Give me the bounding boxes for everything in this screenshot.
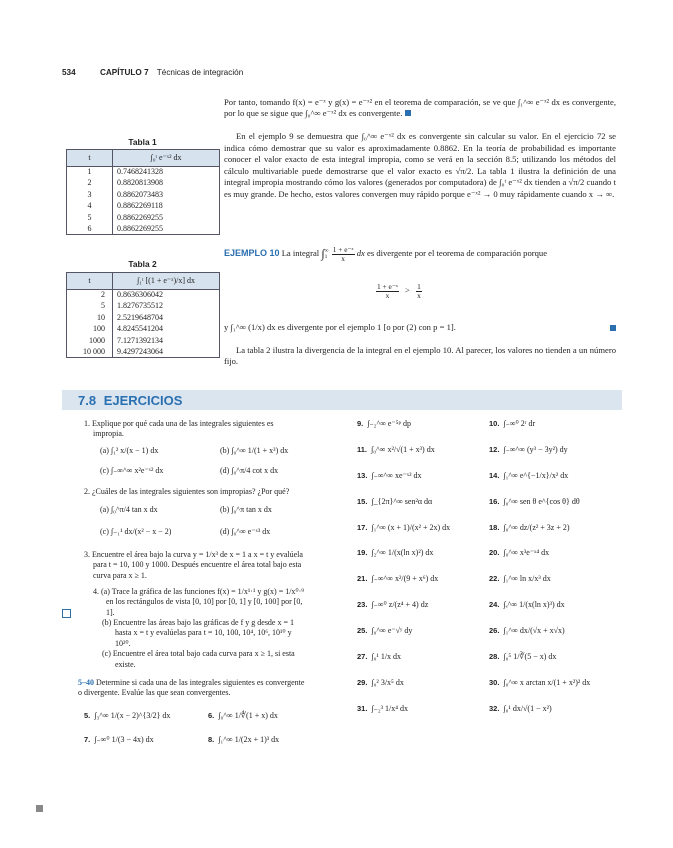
table2-t: 2 [67, 290, 113, 301]
ex-num: 8. [208, 735, 215, 745]
exercise-item [489, 626, 619, 636]
table1-value: 0.8862073483 [113, 189, 220, 200]
example10-inequality [376, 283, 422, 300]
ex-num: 21. [357, 574, 368, 584]
ex-expr: ∫₀² 3/x⁵ dx [371, 677, 404, 687]
chapter-label: CAPÍTULO 7 [99, 68, 149, 77]
exercises-right [357, 419, 619, 714]
exercise-item [357, 471, 489, 481]
ex-num: 6. [208, 710, 215, 720]
exercise-1-items [84, 446, 306, 477]
ex2-a: (a) ∫₀^π/4 tan x dx [100, 504, 158, 514]
ex-num: 10. [489, 419, 500, 428]
exercise-item [357, 548, 489, 558]
table1-t: 2 [67, 178, 113, 189]
ineq-den: x [385, 290, 390, 300]
ex-expr: ∫₁^∞ 1/(2x + 1)³ dx [218, 735, 280, 745]
ex-num: 32. [489, 703, 500, 713]
ex-expr: ∫₀⁵ 1/∛(5 − x) dx [503, 652, 557, 662]
table2-value: 4.8245541204 [113, 324, 220, 335]
section-name: EJERCICIOS [103, 393, 183, 408]
ex-expr: ∫₀^∞ sen θ e^{cos θ} dθ [503, 496, 580, 506]
example10: EJEMPLO 10 La integral ∫ ∞ 1 $\frac{\text{1 + e⁻ˣ}}{x}$ dx es divergente por el teorema de comparación porque [224, 245, 548, 263]
ex-expr: ∫ₑ^∞ 1/(x(ln x)³) dx [503, 600, 565, 610]
table2-row [67, 312, 220, 323]
exercise-item [489, 678, 619, 688]
exercise-5-8-items [84, 711, 306, 746]
paragraph-ejemplo9: En el ejemplo 9 se demuestra que ∫₀^∞ e⁻ˣ² dx es convergente sin calcular su valor. En el ejercicio 72 se indica cómo demostrar que su valor es aproximadamente 0.8862. En la teoría de probabilidad es importante conocer el valor exacto de esta integral impropia, como se verá en la sección 8.5; utilizando los métodos del cálculo multivariable puede demostrarse que el valor exacto es √π/2. La tabla 1 ilustra la definición de una integral impropia mostrando cómo los valores (generados por computadora) de ∫₀ᵗ e⁻ˣ² dx tienden a √π/2 cuando t es muy grande. De hecho, estos valores convergen muy rápido porque e⁻ˣ² → 0 muy rápidamente cuando x → ∞. [224, 131, 616, 199]
page-corner-marker [36, 805, 43, 812]
ex-expr: ∫₁^∞ (x + 1)/(x² + 2x) dx [371, 522, 451, 532]
section-title [78, 393, 182, 410]
ex-expr: ∫_{2π}^∞ sen²α dα [371, 496, 433, 506]
ex-num: 7. [84, 735, 91, 745]
table1-t: 6 [67, 223, 113, 234]
exercise-item [357, 445, 489, 455]
ex-num: 14. [489, 470, 500, 480]
exercise-item [357, 626, 489, 636]
table1-t: 3 [67, 189, 113, 200]
exercise-item [489, 574, 619, 584]
table2-value: 2.5219648704 [113, 312, 220, 323]
end-proof-icon [405, 110, 411, 116]
ex-num: 22. [489, 574, 500, 584]
table2-row [67, 290, 220, 301]
exercise-item [489, 600, 619, 610]
ex-num: 12. [489, 444, 500, 454]
example10-text2: es divergente por el teorema de comparación porque [367, 248, 548, 259]
graphing-calculator-icon [62, 609, 71, 618]
exercise-item [489, 548, 619, 558]
table2-col-integral: ∫₁ᵗ [(1 + e⁻ˣ)/x] dx [113, 273, 220, 290]
ex-expr: ∫₃^∞ 1/(x − 2)^{3/2} dx [94, 710, 171, 720]
table2-t: 10 [67, 312, 113, 323]
exercise-item [357, 497, 489, 507]
exercise-item [489, 652, 619, 662]
chapter-title: Técnicas de integración [156, 68, 244, 77]
ineq-num: 1 + e⁻ˣ [377, 282, 398, 291]
ex-expr: ∫₀^∞ x³e⁻ˣ⁴ dx [503, 548, 550, 558]
ex-expr: ∫₋∞⁰ z/(z⁴ + 4) dz [371, 600, 429, 610]
table1-value: 0.8820813908 [113, 178, 220, 189]
table1-value: 0.7468241328 [113, 167, 220, 178]
table2-caption: Tabla 2 [128, 259, 157, 269]
ineq-rhs-num: 1 [417, 282, 421, 291]
ex-expr: ∫₁^∞ ln x/x³ dx [503, 574, 551, 584]
table1-row [67, 167, 220, 178]
exercise-4c: (c) Encuentre el área total bajo cada curva para x ≥ 1, si esta existe. [102, 649, 295, 669]
exercise-item [357, 678, 489, 688]
ex-expr: ∫₀^∞ e⁻√ʸ dy [371, 626, 413, 636]
exercise-2: 2. ¿Cuáles de las integrales siguientes son impropias? ¿Por qué? [84, 486, 290, 496]
exercise-4a: 4. (a) Trace la gráfica de las funciones f(x) = 1/x¹·¹ y g(x) = 1/x⁰·⁹ en los rectángulos de vista [0, 10] por [0, 1] y [0, 100] por [0, 1]. [93, 586, 305, 617]
ex-expr: ∫₀^∞ 1/∜(1 + x) dx [218, 710, 278, 720]
table2-t: 5 [67, 301, 113, 312]
table1-value: 0.8862269118 [113, 201, 220, 212]
intro-paragraph: Por tanto, tomando f(x) = e⁻ˣ y g(x) = e⁻ˣ² en el teorema de comparación, se ve que ∫₁^∞ e⁻ˣ² dx es convergente, por lo que se sigue que ∫₀^∞ e⁻ˣ² dx es convergente. [224, 97, 616, 119]
table2-row [67, 324, 220, 335]
page-number: 534 [62, 68, 76, 77]
table1-col-t: t [67, 150, 113, 167]
table1-t: 4 [67, 201, 113, 212]
ex-num: 5. [84, 710, 91, 720]
integral-sign: ∫ [321, 246, 325, 261]
ex-expr: ∫₁^∞ e^{−1/x}/x² dx [503, 470, 569, 480]
ex5-40-text: Determine si cada una de las integrales siguientes es convergente o divergente. Evalúe las que sean convergentes. [78, 678, 305, 698]
table1-value: 0.8862269255 [113, 212, 220, 223]
ex-expr: ∫₀^∞ x arctan x/(1 + x²)² dx [503, 677, 591, 687]
ex-num: 28. [489, 652, 500, 662]
ex-num: 9. [357, 419, 364, 428]
ex-expr: ∫₋∞^∞ x²/(9 + x⁶) dx [371, 574, 439, 584]
example10-den: x [341, 253, 345, 263]
ex-expr: ∫₋∞^∞ (y³ − 3y²) dy [503, 444, 568, 454]
table2-t: 1000 [67, 335, 113, 346]
ex-num: 29. [357, 677, 368, 687]
ex-expr: ∫₀^∞ dz/(z² + 3z + 2) [503, 522, 570, 532]
table2-col-t: t [67, 273, 113, 290]
exercise-item [357, 523, 489, 533]
exercise-item [489, 497, 619, 507]
exercise-5-40-instructions [78, 678, 306, 699]
example10-text3: y ∫₁^∞ (1/x) dx es divergente por el ejemplo 1 [o por (2) con p = 1]. [224, 322, 456, 332]
table1-row [67, 178, 220, 189]
exercise-item [84, 711, 208, 721]
table1-value: 0.8862269255 [113, 223, 220, 234]
exercise-item [357, 652, 489, 662]
ex-num: 17. [357, 522, 368, 532]
ex-num: 20. [489, 548, 500, 558]
exercise-item [489, 445, 619, 455]
table2-row [67, 301, 220, 312]
ex-expr: ∫₀¹ dx/√(1 − x²) [503, 703, 552, 713]
ex-expr: ∫₀¹ 1/x dx [371, 652, 402, 662]
ex-num: 15. [357, 496, 368, 506]
table1-row [67, 189, 220, 200]
ex2-c: (c) ∫₋₁¹ dx/(x² − x − 2) [100, 527, 172, 537]
table1-t: 1 [67, 167, 113, 178]
ex1-c: (c) ∫₋∞^∞ x²e⁻ˣ² dx [100, 466, 164, 476]
table2-value: 7.1271392134 [113, 335, 220, 346]
ineq-rhs-den: x [417, 290, 421, 300]
exercise-item [489, 523, 619, 533]
example10-text1: La integral [281, 248, 320, 259]
example10-num: 1 + e⁻ˣ [332, 245, 354, 254]
ex-expr: ∫₋∞⁰ 1/(3 − 4x) dx [94, 735, 154, 745]
ex-num: 26. [489, 626, 500, 636]
ex-num: 16. [489, 496, 500, 506]
table2-value: 9.4297243064 [113, 346, 220, 357]
exercise-3: 3. Encuentre el área bajo la curva y = 1/x³ de x = 1 a x = t y evalúela para t = 10, 100 y 1000. Después encuentre el área total bajo esta curva para x ≥ 1. [84, 549, 303, 580]
exercise-item [489, 419, 619, 429]
ex-expr: ∫₂^∞ 1/(x(ln x)²) dx [371, 548, 434, 558]
ex-num: 11. [357, 444, 368, 454]
exercise-item [357, 600, 489, 610]
table2 [66, 272, 220, 358]
exercise-item [357, 419, 489, 429]
page-header [62, 68, 243, 79]
ex-expr: ∫₁^∞ dx/(√x + x√x) [503, 626, 565, 636]
table1-caption: Tabla 1 [128, 137, 157, 147]
ex-num: 19. [357, 548, 368, 558]
end-example-icon [610, 325, 616, 331]
ex-num: 31. [357, 703, 368, 713]
ex-expr: ∫₋₂³ 1/x⁴ dx [371, 703, 409, 713]
table2-t: 100 [67, 324, 113, 335]
ex-num: 23. [357, 600, 368, 610]
table1-t: 5 [67, 212, 113, 223]
exercise-item [84, 735, 208, 745]
ex1-b: (b) ∫₀^∞ 1/(1 + x³) dx [220, 445, 289, 455]
ex1-d: (d) ∫₀^π/4 cot x dx [220, 466, 279, 476]
ex-num: 13. [357, 470, 368, 480]
table2-row [67, 346, 220, 357]
ex-num: 30. [489, 677, 500, 687]
example10-label: EJEMPLO 10 [224, 248, 280, 259]
exercise-2-items [84, 505, 306, 538]
ex-expr: ∫₋₂^∞ e⁻⁵ᵖ dp [367, 419, 411, 428]
table2-value: 1.8276735512 [113, 301, 220, 312]
ineq-gt: > [405, 285, 410, 296]
ex-num: 18. [489, 522, 500, 532]
table2-value: 0.8636306042 [113, 290, 220, 301]
ex-expr: ∫₋∞⁰ 2ʳ dr [503, 419, 536, 428]
table1-row [67, 212, 220, 223]
ex-expr: ∫₀^∞ x²/√(1 + x³) dx [371, 444, 435, 454]
ex2-b: (b) ∫₀^π tan x dx [220, 504, 272, 514]
exercise-item [357, 574, 489, 584]
paragraph-tabla2: La tabla 2 ilustra la divergencia de la integral en el ejemplo 10. Al parecer, los valores no tienden a un número fijo. [224, 345, 616, 367]
section-number: 7.8 [78, 393, 97, 408]
exercise-item [489, 704, 619, 714]
table2-t: 10 000 [67, 346, 113, 357]
example10-conclusion [224, 322, 616, 333]
ex-num: 25. [357, 626, 368, 636]
exercise-1: 1. Explique por qué cada una de las integrales siguientes es impropia. [84, 419, 274, 439]
ex1-a: (a) ∫₁² x/(x − 1) dx [100, 445, 159, 455]
exercise-item [208, 735, 318, 745]
table1-row [67, 201, 220, 212]
exercises-left [78, 419, 306, 746]
table1-row [67, 223, 220, 234]
ex-expr: ∫₋∞^∞ xe⁻ˣ² dx [371, 470, 422, 480]
table1 [66, 149, 220, 235]
ex5-40-label: 5–40 [78, 678, 94, 688]
exercise-item [489, 471, 619, 481]
ex-num: 24. [489, 600, 500, 610]
table2-row [67, 335, 220, 346]
ex2-d: (d) ∫₀^∞ e⁻ˣ³ dx [220, 527, 271, 537]
exercise-item [208, 711, 318, 721]
exercise-item [357, 704, 489, 714]
table1-col-integral: ∫₀ᵗ e⁻ˣ² dx [113, 150, 220, 167]
exercise-4b: (b) Encuentre las áreas bajo las gráficas de f y g desde x = 1 hasta x = t y evalúelas para t = 10, 100, 10⁴, 10⁶, 10¹⁰ y 10²⁰. [102, 618, 294, 648]
ex-num: 27. [357, 652, 368, 662]
